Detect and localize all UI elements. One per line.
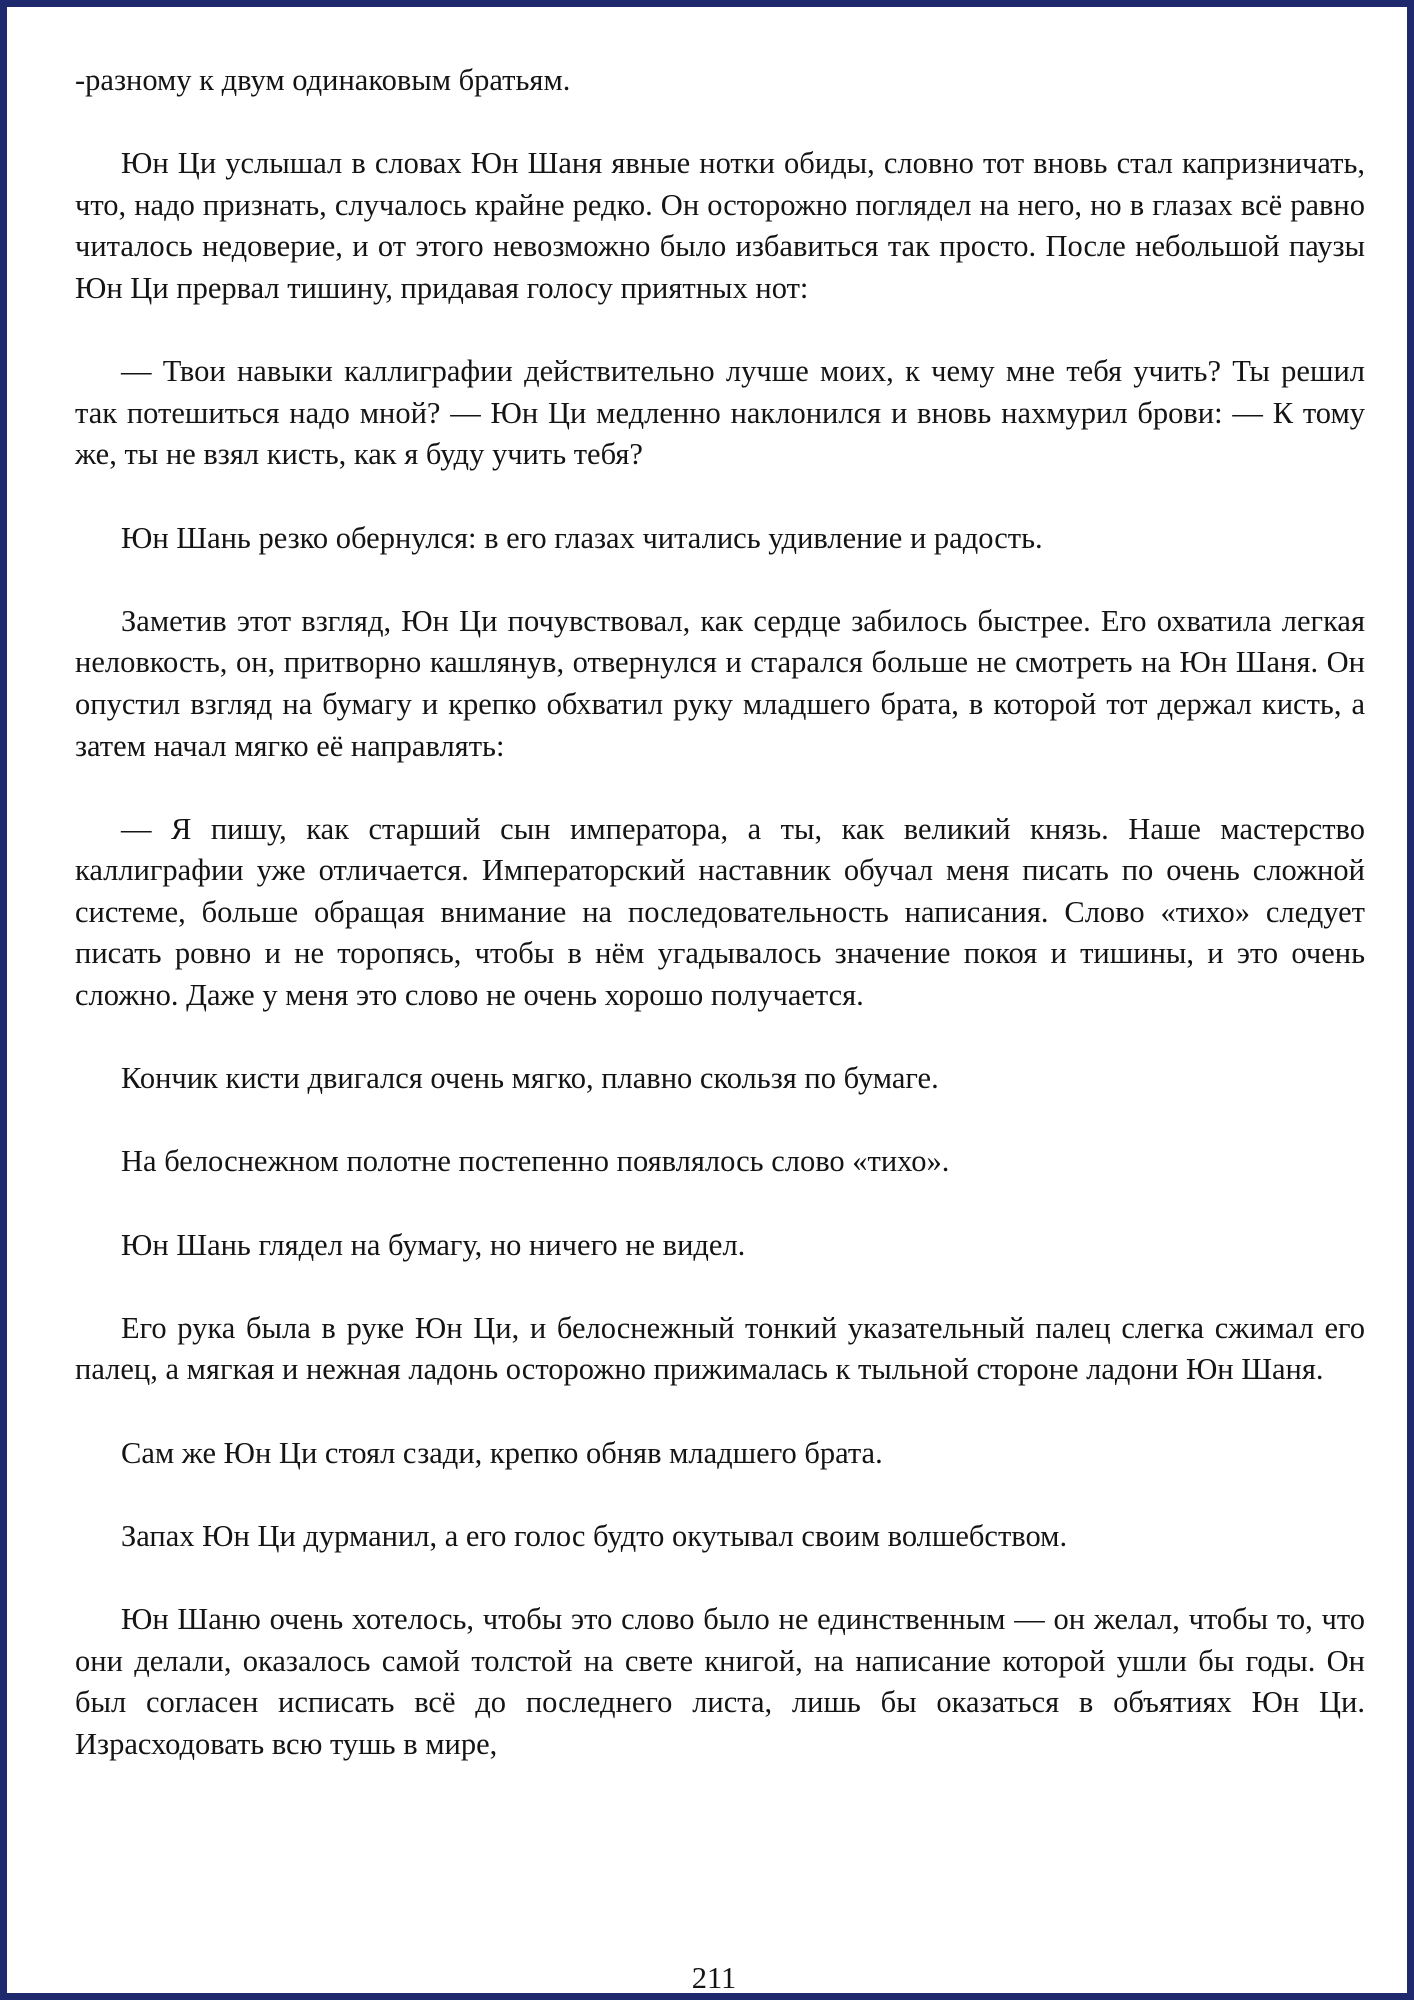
paragraph: Его рука была в руке Юн Ци, и белоснежный тонкий указательный палец слегка сжимал его палец, а мягкая и нежная ладонь осторожно прижималась к тыльной стороне ладони Юн Шаня. xyxy=(75,1310,1365,1387)
paragraph: Запах Юн Ци дурманил, а его голос будто окутывал своим волшебством. xyxy=(121,1518,1068,1553)
paragraph: — Твои навыки каллиграфии действительно лучше моих, к чему мне тебя учить? Ты решил так потешиться надо мной? — Юн Ци медленно наклонился и вновь нахмурил брови: — К тому же, ты не взял кисть, как я буду учить тебя? xyxy=(75,354,1365,472)
paragraph: — Я пишу, как старший сын императора, а ты, как великий князь. Наше мастерство каллиграфии уже отличается. Императорский наставник обучал меня писать по очень сложной системе, больше обращая внимание на последовательность написания. Слово «тихо» следует писать ровно и не торопясь, чтобы в нём угадывалось значение покоя и тишины, и это очень сложно. Даже у меня это слово не очень хорошо получается. xyxy=(75,811,1365,1013)
paragraph: На белоснежном полотне постепенно появлялось слово «тихо». xyxy=(121,1144,950,1179)
paragraph: Юн Шаню очень хотелось, чтобы это слово было не единственным — он желал, чтобы то, что они делали, оказалось самой толстой на свете книгой, на написание которой ушли бы годы. Он был согласен исписать всё до последнего листа, лишь бы оказаться в объятиях Юн Ци. Израсходовать всю тушь в мире, xyxy=(75,1601,1365,1761)
paragraph: Заметив этот взгляд, Юн Ци почувствовал, как сердце забилось быстрее. Его охватила легкая неловкость, он, притворно кашлянув, отвернулся и старался больше не смотреть на Юн Шаня. Он опустил взгляд на бумагу и крепко обхватил руку младшего брата, в которой тот держал кисть, а затем начал мягко её направлять: xyxy=(75,603,1365,763)
paragraph: Сам же Юн Ци стоял сзади, крепко обняв младшего брата. xyxy=(121,1435,883,1470)
paragraph: Юн Шань глядел на бумагу, но ничего не видел. xyxy=(121,1227,746,1262)
page-number: 211 xyxy=(691,1961,737,1995)
paragraph: Юн Шань резко обернулся: в его глазах читались удивление и радость. xyxy=(121,520,1043,555)
paragraph: Кончик кисти двигался очень мягко, плавно скользя по бумаге. xyxy=(121,1061,939,1096)
paragraph: Юн Ци услышал в словах Юн Шаня явные нотки обиды, словно тот вновь стал капризничать, что, надо признать, случалось крайне редко. Он осторожно поглядел на него, но в глазах всё равно читалось недоверие, и от этого невозможно было избавиться так просто. После небольшой паузы Юн Ци прервал тишину, придавая голосу приятных нот: xyxy=(75,146,1365,305)
book-text xyxy=(75,60,1365,1765)
paragraph-continuation: -разному к двум одинаковым братьям. xyxy=(75,63,571,97)
